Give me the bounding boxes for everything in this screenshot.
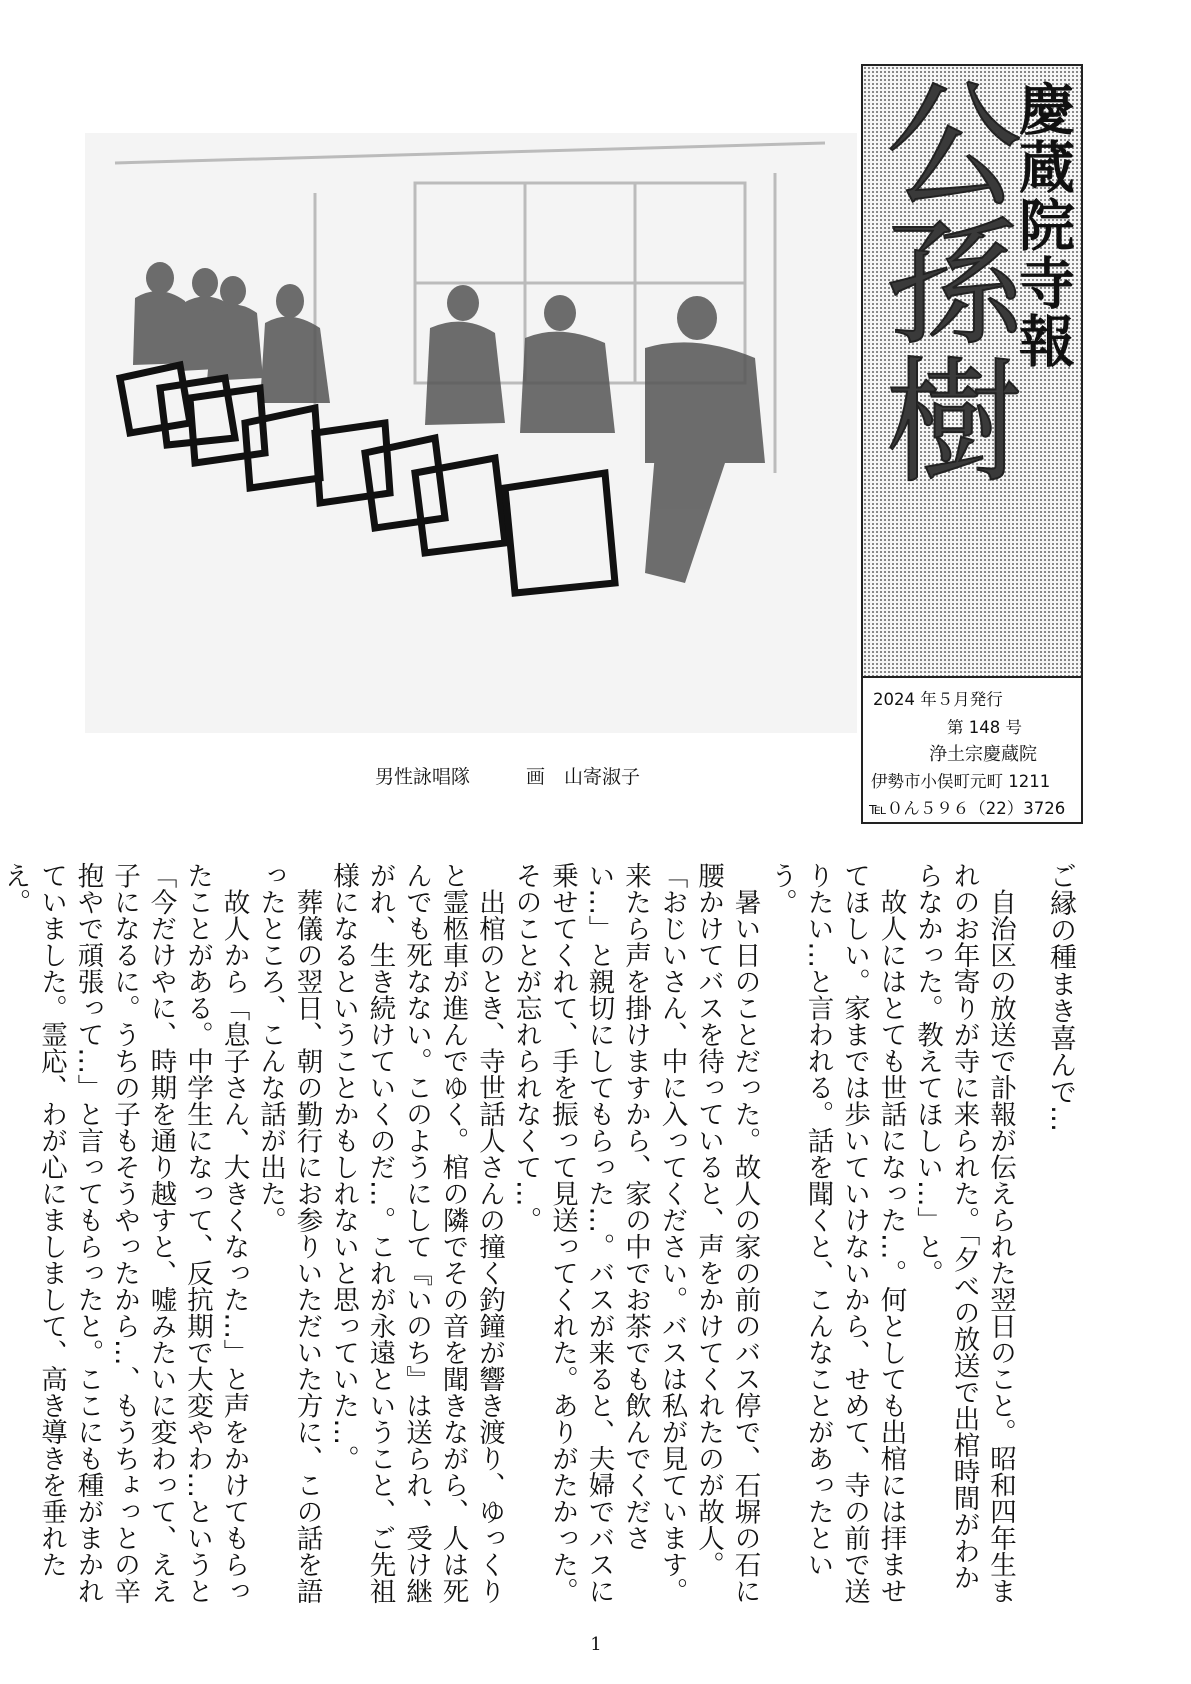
caption-credit: 画 山寄淑子 [526,766,641,788]
article-paragraph: 故人にはとても世話になった…。何としても出棺には拝ませてほしい。家までは歩いていけないから、せめて、寺の前で送りたい…と言われる。話を聞くと、こんなことがあったという。 [766,862,907,1604]
temple-name: 浄土宗慶蔵院 [929,744,1037,765]
article-paragraph: 暑い日のことだった。故人の家の前のバス停で、石塀の石に腰かけてバスを待っていると、声をかけてくれたのが故人。「おじいさん、中に入ってください。バスは私が見ています。来たら声を掛けますから、家の中でお茶でも飲んでください…」と親切にしてもらった…。バスが来ると、夫婦でバスに乗せてくれて、手を振って見送ってくれた。ありがたかった。そのことが忘れられなくて…。 [510,862,761,1604]
masthead-subtitle: 慶蔵院寺報 [1010,80,1076,370]
caption-title: 男性詠唱隊 [375,766,471,788]
article-paragraph: 自治区の放送で訃報が伝えられた翌日のこと。昭和四年生まれのお年寄りが寺に来られた。「夕べの放送で出棺時間がわからなかった。教えてほしい…」と。 [912,862,1016,1604]
article-body [0,862,1018,1612]
illustration-caption [375,762,705,790]
issue-number: 第 148 号 [947,718,1022,737]
article-paragraph: 出棺のとき、寺世話人さんの撞く釣鐘が響き渡り、ゆっくりと霊柩車が進んでゆく。棺の隣でその音を聞きながら、人は死んでも死なない。このようにして『いのち』は送られ、受け継がれ、生き続けていくのだ…。これが永遠ということ、ご先祖様になるということかもしれないと思っていた…。 [328,862,505,1604]
masthead [861,64,1083,678]
article-title: ご縁の種まき喜んで… [1045,862,1076,1132]
page-number: 1 [590,1634,602,1655]
pencil-sketch-image [85,133,857,733]
illustration-drawing [85,133,857,733]
temple-address: 伊勢市小俣町元町 1211 [871,772,1051,791]
article-paragraph: 故人から「息子さん、大きくなった…」と声をかけてもらったことがある。中学生になって、反抗期で大変やわ…というと「今だけやに、時期を通り越すと、嘘みたいに変わって、ええ子になるに。うちの子もそうやったから…、もうちょっとの辛抱やで頑張って…」と言ってもらったと。ここにも種がまかれていました。霊応、わが心にましまして、高き導きを垂れたえ。 [0,862,250,1604]
publication-info [861,678,1083,824]
masthead-title: 公孫樹 [862,74,1020,488]
publication-date: 2024 年５月発行 [873,690,1003,709]
temple-phone: ℡０ん５９６（22）3726 [869,799,1066,818]
article-paragraph: 葬儀の翌日、朝の勤行にお参りいただいた方に、この話を語ったところ、こんな話が出た。 [255,862,323,1604]
